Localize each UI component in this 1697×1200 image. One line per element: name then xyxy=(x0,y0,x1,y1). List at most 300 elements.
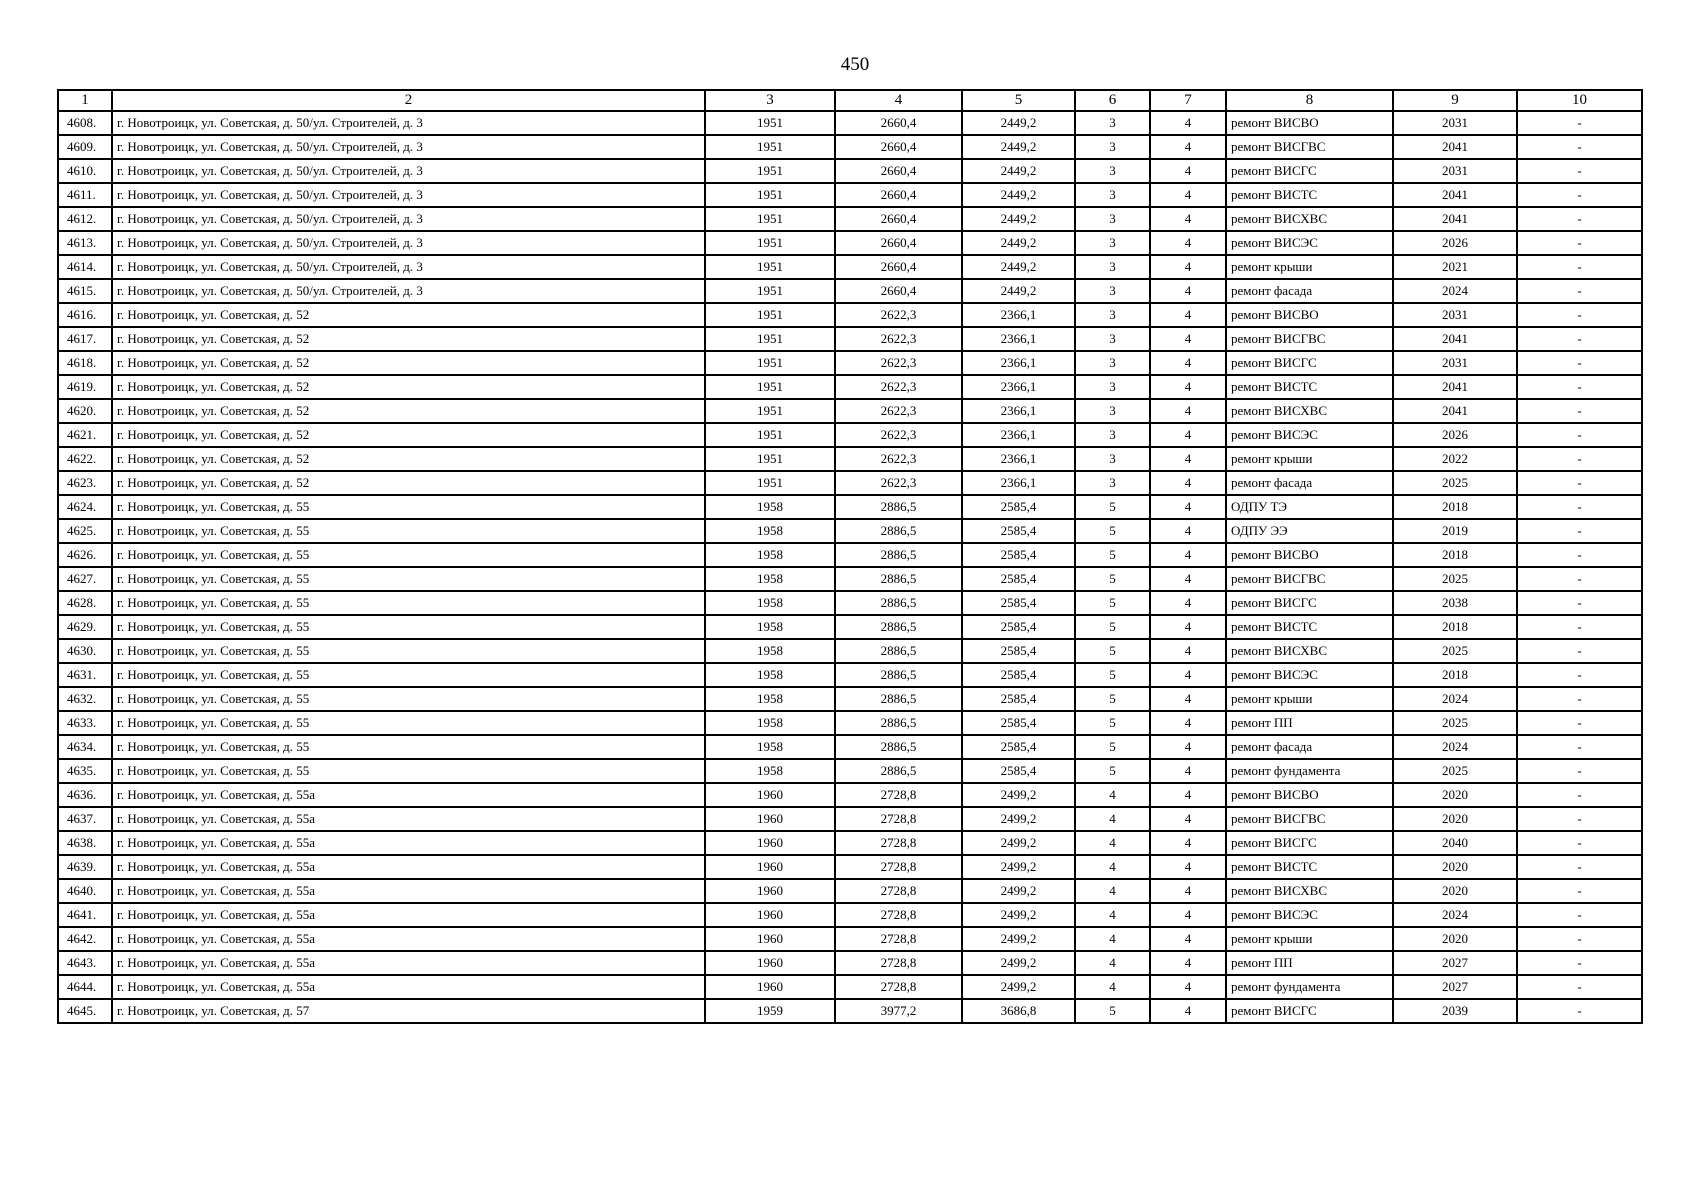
cell-wall-material: 4 xyxy=(1150,447,1226,471)
cell-work-type: ремонт ВИСХВС xyxy=(1226,639,1393,663)
cell-work-type: ремонт ВИСГВС xyxy=(1226,327,1393,351)
cell-living-area: 2449,2 xyxy=(962,111,1075,135)
cell-row-number: 4610. xyxy=(58,159,112,183)
cell-planned-year: 2041 xyxy=(1393,135,1517,159)
cell-planned-year: 2018 xyxy=(1393,663,1517,687)
cell-build-year: 1951 xyxy=(705,351,835,375)
cell-work-type: ремонт ВИСГВС xyxy=(1226,567,1393,591)
table-row xyxy=(58,447,1642,471)
cell-note: - xyxy=(1517,879,1642,903)
cell-address: г. Новотроицк, ул. Советская, д. 55 xyxy=(112,591,705,615)
cell-address: г. Новотроицк, ул. Советская, д. 52 xyxy=(112,303,705,327)
cell-build-year: 1958 xyxy=(705,543,835,567)
cell-work-type: ремонт ПП xyxy=(1226,951,1393,975)
cell-build-year: 1958 xyxy=(705,759,835,783)
cell-row-number: 4645. xyxy=(58,999,112,1023)
cell-build-year: 1958 xyxy=(705,711,835,735)
table-row xyxy=(58,807,1642,831)
cell-planned-year: 2021 xyxy=(1393,255,1517,279)
table-header-row xyxy=(58,90,1642,111)
cell-address: г. Новотроицк, ул. Советская, д. 50/ул. Строителей, д. 3 xyxy=(112,111,705,135)
cell-planned-year: 2025 xyxy=(1393,471,1517,495)
cell-wall-material: 4 xyxy=(1150,399,1226,423)
cell-row-number: 4630. xyxy=(58,639,112,663)
cell-wall-material: 4 xyxy=(1150,495,1226,519)
cell-note: - xyxy=(1517,519,1642,543)
cell-row-number: 4634. xyxy=(58,735,112,759)
cell-work-type: ремонт фасада xyxy=(1226,735,1393,759)
cell-build-year: 1960 xyxy=(705,807,835,831)
cell-address: г. Новотроицк, ул. Советская, д. 50/ул. Строителей, д. 3 xyxy=(112,159,705,183)
cell-note: - xyxy=(1517,639,1642,663)
cell-address: г. Новотроицк, ул. Советская, д. 52 xyxy=(112,423,705,447)
cell-total-area: 2660,4 xyxy=(835,135,962,159)
cell-build-year: 1951 xyxy=(705,423,835,447)
cell-address: г. Новотроицк, ул. Советская, д. 55 xyxy=(112,759,705,783)
cell-planned-year: 2041 xyxy=(1393,399,1517,423)
cell-row-number: 4625. xyxy=(58,519,112,543)
cell-row-number: 4608. xyxy=(58,111,112,135)
cell-work-type: ремонт ВИСТС xyxy=(1226,855,1393,879)
cell-planned-year: 2031 xyxy=(1393,303,1517,327)
cell-floors: 3 xyxy=(1075,207,1150,231)
cell-living-area: 2449,2 xyxy=(962,135,1075,159)
cell-living-area: 2366,1 xyxy=(962,423,1075,447)
table-row xyxy=(58,879,1642,903)
cell-note: - xyxy=(1517,255,1642,279)
cell-planned-year: 2025 xyxy=(1393,567,1517,591)
cell-planned-year: 2039 xyxy=(1393,999,1517,1023)
cell-living-area: 2366,1 xyxy=(962,471,1075,495)
cell-build-year: 1958 xyxy=(705,639,835,663)
cell-floors: 3 xyxy=(1075,351,1150,375)
cell-total-area: 2728,8 xyxy=(835,831,962,855)
cell-planned-year: 2041 xyxy=(1393,327,1517,351)
cell-row-number: 4635. xyxy=(58,759,112,783)
table-row xyxy=(58,255,1642,279)
cell-living-area: 2449,2 xyxy=(962,255,1075,279)
cell-living-area: 2585,4 xyxy=(962,615,1075,639)
table-row xyxy=(58,207,1642,231)
cell-floors: 4 xyxy=(1075,927,1150,951)
header-cell-1: 1 xyxy=(58,90,112,111)
cell-row-number: 4637. xyxy=(58,807,112,831)
cell-build-year: 1958 xyxy=(705,567,835,591)
cell-wall-material: 4 xyxy=(1150,927,1226,951)
cell-wall-material: 4 xyxy=(1150,303,1226,327)
cell-build-year: 1960 xyxy=(705,951,835,975)
cell-planned-year: 2024 xyxy=(1393,279,1517,303)
cell-living-area: 2449,2 xyxy=(962,231,1075,255)
table-row xyxy=(58,831,1642,855)
cell-floors: 3 xyxy=(1075,327,1150,351)
cell-floors: 3 xyxy=(1075,111,1150,135)
cell-living-area: 2449,2 xyxy=(962,207,1075,231)
cell-wall-material: 4 xyxy=(1150,543,1226,567)
cell-planned-year: 2027 xyxy=(1393,975,1517,999)
cell-wall-material: 4 xyxy=(1150,783,1226,807)
cell-build-year: 1951 xyxy=(705,135,835,159)
cell-work-type: ремонт ВИСХВС xyxy=(1226,879,1393,903)
cell-build-year: 1951 xyxy=(705,303,835,327)
header-cell-4: 4 xyxy=(835,90,962,111)
cell-floors: 3 xyxy=(1075,159,1150,183)
cell-floors: 4 xyxy=(1075,879,1150,903)
table-row xyxy=(58,951,1642,975)
header-cell-8: 8 xyxy=(1226,90,1393,111)
cell-build-year: 1951 xyxy=(705,471,835,495)
cell-build-year: 1951 xyxy=(705,327,835,351)
cell-wall-material: 4 xyxy=(1150,279,1226,303)
cell-row-number: 4609. xyxy=(58,135,112,159)
table-row xyxy=(58,903,1642,927)
cell-work-type: ремонт крыши xyxy=(1226,447,1393,471)
table-row xyxy=(58,423,1642,447)
cell-total-area: 2622,3 xyxy=(835,351,962,375)
cell-total-area: 3977,2 xyxy=(835,999,962,1023)
cell-living-area: 2366,1 xyxy=(962,327,1075,351)
cell-note: - xyxy=(1517,783,1642,807)
cell-total-area: 2622,3 xyxy=(835,471,962,495)
cell-planned-year: 2022 xyxy=(1393,447,1517,471)
cell-living-area: 2366,1 xyxy=(962,447,1075,471)
cell-planned-year: 2024 xyxy=(1393,903,1517,927)
cell-living-area: 2585,4 xyxy=(962,639,1075,663)
cell-total-area: 2728,8 xyxy=(835,951,962,975)
cell-row-number: 4638. xyxy=(58,831,112,855)
cell-row-number: 4633. xyxy=(58,711,112,735)
cell-note: - xyxy=(1517,615,1642,639)
cell-planned-year: 2025 xyxy=(1393,639,1517,663)
cell-living-area: 2585,4 xyxy=(962,567,1075,591)
cell-note: - xyxy=(1517,351,1642,375)
cell-total-area: 2728,8 xyxy=(835,903,962,927)
cell-row-number: 4628. xyxy=(58,591,112,615)
cell-floors: 5 xyxy=(1075,591,1150,615)
cell-planned-year: 2020 xyxy=(1393,807,1517,831)
cell-work-type: ОДПУ ЭЭ xyxy=(1226,519,1393,543)
cell-build-year: 1958 xyxy=(705,663,835,687)
cell-wall-material: 4 xyxy=(1150,663,1226,687)
cell-address: г. Новотроицк, ул. Советская, д. 55 xyxy=(112,543,705,567)
cell-note: - xyxy=(1517,303,1642,327)
cell-wall-material: 4 xyxy=(1150,759,1226,783)
cell-living-area: 2499,2 xyxy=(962,879,1075,903)
cell-build-year: 1958 xyxy=(705,495,835,519)
cell-note: - xyxy=(1517,495,1642,519)
cell-build-year: 1958 xyxy=(705,519,835,543)
page-number: 450 xyxy=(840,54,870,75)
table-row xyxy=(58,327,1642,351)
cell-total-area: 2660,4 xyxy=(835,111,962,135)
cell-floors: 4 xyxy=(1075,783,1150,807)
cell-wall-material: 4 xyxy=(1150,327,1226,351)
cell-row-number: 4614. xyxy=(58,255,112,279)
cell-planned-year: 2041 xyxy=(1393,183,1517,207)
cell-work-type: ремонт фундамента xyxy=(1226,975,1393,999)
table-row xyxy=(58,711,1642,735)
cell-living-area: 2449,2 xyxy=(962,159,1075,183)
cell-note: - xyxy=(1517,855,1642,879)
cell-address: г. Новотроицк, ул. Советская, д. 55 xyxy=(112,735,705,759)
cell-row-number: 4632. xyxy=(58,687,112,711)
cell-floors: 4 xyxy=(1075,903,1150,927)
cell-planned-year: 2020 xyxy=(1393,783,1517,807)
cell-planned-year: 2024 xyxy=(1393,687,1517,711)
cell-work-type: ремонт ВИСВО xyxy=(1226,111,1393,135)
cell-total-area: 2660,4 xyxy=(835,231,962,255)
cell-wall-material: 4 xyxy=(1150,639,1226,663)
cell-work-type: ремонт ВИСГС xyxy=(1226,159,1393,183)
table-row xyxy=(58,591,1642,615)
cell-floors: 5 xyxy=(1075,495,1150,519)
cell-address: г. Новотроицк, ул. Советская, д. 55а xyxy=(112,783,705,807)
cell-wall-material: 4 xyxy=(1150,903,1226,927)
cell-living-area: 2585,4 xyxy=(962,519,1075,543)
cell-living-area: 2585,4 xyxy=(962,543,1075,567)
cell-address: г. Новотроицк, ул. Советская, д. 55а xyxy=(112,831,705,855)
cell-total-area: 2728,8 xyxy=(835,879,962,903)
cell-total-area: 2886,5 xyxy=(835,495,962,519)
cell-total-area: 2728,8 xyxy=(835,855,962,879)
cell-total-area: 2886,5 xyxy=(835,639,962,663)
cell-row-number: 4640. xyxy=(58,879,112,903)
cell-planned-year: 2018 xyxy=(1393,543,1517,567)
cell-wall-material: 4 xyxy=(1150,159,1226,183)
cell-address: г. Новотроицк, ул. Советская, д. 52 xyxy=(112,399,705,423)
cell-note: - xyxy=(1517,111,1642,135)
cell-row-number: 4629. xyxy=(58,615,112,639)
cell-build-year: 1951 xyxy=(705,447,835,471)
table-row xyxy=(58,783,1642,807)
cell-note: - xyxy=(1517,423,1642,447)
cell-planned-year: 2040 xyxy=(1393,831,1517,855)
cell-row-number: 4616. xyxy=(58,303,112,327)
cell-living-area: 2585,4 xyxy=(962,663,1075,687)
cell-planned-year: 2020 xyxy=(1393,855,1517,879)
cell-work-type: ремонт ВИСЭС xyxy=(1226,231,1393,255)
cell-row-number: 4626. xyxy=(58,543,112,567)
cell-address: г. Новотроицк, ул. Советская, д. 55 xyxy=(112,615,705,639)
cell-work-type: ремонт ВИСГВС xyxy=(1226,807,1393,831)
cell-address: г. Новотроицк, ул. Советская, д. 50/ул. Строителей, д. 3 xyxy=(112,279,705,303)
cell-work-type: ремонт ВИСВО xyxy=(1226,543,1393,567)
cell-row-number: 4639. xyxy=(58,855,112,879)
cell-note: - xyxy=(1517,951,1642,975)
cell-wall-material: 4 xyxy=(1150,831,1226,855)
cell-floors: 3 xyxy=(1075,255,1150,279)
cell-note: - xyxy=(1517,399,1642,423)
cell-living-area: 2585,4 xyxy=(962,735,1075,759)
cell-build-year: 1951 xyxy=(705,279,835,303)
cell-living-area: 2585,4 xyxy=(962,711,1075,735)
cell-floors: 4 xyxy=(1075,975,1150,999)
cell-wall-material: 4 xyxy=(1150,351,1226,375)
cell-work-type: ремонт ВИСТС xyxy=(1226,183,1393,207)
cell-row-number: 4615. xyxy=(58,279,112,303)
cell-living-area: 2585,4 xyxy=(962,759,1075,783)
cell-planned-year: 2018 xyxy=(1393,495,1517,519)
cell-note: - xyxy=(1517,999,1642,1023)
table-row xyxy=(58,567,1642,591)
header-cell-7: 7 xyxy=(1150,90,1226,111)
cell-note: - xyxy=(1517,447,1642,471)
cell-note: - xyxy=(1517,159,1642,183)
cell-floors: 4 xyxy=(1075,831,1150,855)
cell-floors: 3 xyxy=(1075,447,1150,471)
table-row xyxy=(58,159,1642,183)
cell-address: г. Новотроицк, ул. Советская, д. 50/ул. Строителей, д. 3 xyxy=(112,135,705,159)
cell-total-area: 2728,8 xyxy=(835,783,962,807)
cell-work-type: ремонт ВИСГВС xyxy=(1226,135,1393,159)
cell-work-type: ремонт ВИСТС xyxy=(1226,375,1393,399)
cell-address: г. Новотроицк, ул. Советская, д. 55 xyxy=(112,663,705,687)
cell-address: г. Новотроицк, ул. Советская, д. 50/ул. Строителей, д. 3 xyxy=(112,183,705,207)
cell-living-area: 2449,2 xyxy=(962,279,1075,303)
cell-living-area: 2585,4 xyxy=(962,495,1075,519)
cell-row-number: 4618. xyxy=(58,351,112,375)
cell-work-type: ремонт фундамента xyxy=(1226,759,1393,783)
table-row xyxy=(58,855,1642,879)
cell-row-number: 4636. xyxy=(58,783,112,807)
cell-total-area: 2660,4 xyxy=(835,255,962,279)
cell-planned-year: 2026 xyxy=(1393,423,1517,447)
cell-planned-year: 2025 xyxy=(1393,759,1517,783)
cell-note: - xyxy=(1517,663,1642,687)
cell-note: - xyxy=(1517,687,1642,711)
cell-row-number: 4623. xyxy=(58,471,112,495)
table-row xyxy=(58,375,1642,399)
cell-floors: 3 xyxy=(1075,423,1150,447)
cell-floors: 3 xyxy=(1075,375,1150,399)
cell-note: - xyxy=(1517,207,1642,231)
header-cell-6: 6 xyxy=(1075,90,1150,111)
cell-wall-material: 4 xyxy=(1150,567,1226,591)
cell-note: - xyxy=(1517,279,1642,303)
cell-floors: 4 xyxy=(1075,807,1150,831)
table-row xyxy=(58,183,1642,207)
cell-row-number: 4631. xyxy=(58,663,112,687)
cell-wall-material: 4 xyxy=(1150,135,1226,159)
cell-address: г. Новотроицк, ул. Советская, д. 55 xyxy=(112,519,705,543)
cell-address: г. Новотроицк, ул. Советская, д. 55 xyxy=(112,711,705,735)
cell-work-type: ремонт крыши xyxy=(1226,255,1393,279)
cell-work-type: ремонт фасада xyxy=(1226,279,1393,303)
cell-row-number: 4644. xyxy=(58,975,112,999)
cell-total-area: 2886,5 xyxy=(835,615,962,639)
table-row xyxy=(58,663,1642,687)
cell-address: г. Новотроицк, ул. Советская, д. 55а xyxy=(112,951,705,975)
cell-planned-year: 2041 xyxy=(1393,375,1517,399)
cell-total-area: 2622,3 xyxy=(835,303,962,327)
cell-total-area: 2728,8 xyxy=(835,807,962,831)
cell-wall-material: 4 xyxy=(1150,711,1226,735)
cell-note: - xyxy=(1517,831,1642,855)
cell-note: - xyxy=(1517,543,1642,567)
cell-build-year: 1960 xyxy=(705,975,835,999)
cell-floors: 5 xyxy=(1075,735,1150,759)
cell-planned-year: 2027 xyxy=(1393,951,1517,975)
cell-work-type: ремонт ВИСГС xyxy=(1226,999,1393,1023)
cell-living-area: 2499,2 xyxy=(962,831,1075,855)
cell-living-area: 2366,1 xyxy=(962,399,1075,423)
cell-address: г. Новотроицк, ул. Советская, д. 55а xyxy=(112,975,705,999)
table-row xyxy=(58,111,1642,135)
cell-row-number: 4620. xyxy=(58,399,112,423)
table-row xyxy=(58,303,1642,327)
cell-floors: 5 xyxy=(1075,519,1150,543)
cell-total-area: 2622,3 xyxy=(835,423,962,447)
cell-floors: 5 xyxy=(1075,615,1150,639)
cell-wall-material: 4 xyxy=(1150,375,1226,399)
table-row xyxy=(58,927,1642,951)
cell-row-number: 4621. xyxy=(58,423,112,447)
cell-floors: 5 xyxy=(1075,687,1150,711)
cell-work-type: ремонт ВИСВО xyxy=(1226,783,1393,807)
cell-planned-year: 2025 xyxy=(1393,711,1517,735)
cell-build-year: 1951 xyxy=(705,183,835,207)
cell-build-year: 1951 xyxy=(705,399,835,423)
cell-note: - xyxy=(1517,927,1642,951)
cell-living-area: 2499,2 xyxy=(962,903,1075,927)
cell-floors: 3 xyxy=(1075,279,1150,303)
cell-planned-year: 2041 xyxy=(1393,207,1517,231)
cell-note: - xyxy=(1517,327,1642,351)
cell-total-area: 2622,3 xyxy=(835,399,962,423)
cell-note: - xyxy=(1517,735,1642,759)
cell-wall-material: 4 xyxy=(1150,111,1226,135)
cell-wall-material: 4 xyxy=(1150,423,1226,447)
cell-row-number: 4613. xyxy=(58,231,112,255)
cell-build-year: 1960 xyxy=(705,879,835,903)
cell-planned-year: 2038 xyxy=(1393,591,1517,615)
header-cell-9: 9 xyxy=(1393,90,1517,111)
cell-note: - xyxy=(1517,903,1642,927)
cell-build-year: 1951 xyxy=(705,159,835,183)
cell-total-area: 2886,5 xyxy=(835,519,962,543)
cell-build-year: 1958 xyxy=(705,591,835,615)
cell-work-type: ремонт ВИСХВС xyxy=(1226,207,1393,231)
cell-build-year: 1960 xyxy=(705,783,835,807)
cell-living-area: 2499,2 xyxy=(962,855,1075,879)
cell-build-year: 1951 xyxy=(705,255,835,279)
cell-floors: 3 xyxy=(1075,231,1150,255)
cell-floors: 5 xyxy=(1075,759,1150,783)
cell-address: г. Новотроицк, ул. Советская, д. 55 xyxy=(112,567,705,591)
cell-floors: 3 xyxy=(1075,303,1150,327)
cell-address: г. Новотроицк, ул. Советская, д. 50/ул. Строителей, д. 3 xyxy=(112,231,705,255)
cell-total-area: 2660,4 xyxy=(835,207,962,231)
cell-total-area: 2660,4 xyxy=(835,279,962,303)
cell-note: - xyxy=(1517,231,1642,255)
cell-work-type: ОДПУ ТЭ xyxy=(1226,495,1393,519)
cell-planned-year: 2031 xyxy=(1393,111,1517,135)
cell-living-area: 2585,4 xyxy=(962,591,1075,615)
cell-work-type: ремонт ВИСГС xyxy=(1226,351,1393,375)
cell-wall-material: 4 xyxy=(1150,735,1226,759)
cell-row-number: 4617. xyxy=(58,327,112,351)
header-cell-2: 2 xyxy=(112,90,705,111)
cell-build-year: 1960 xyxy=(705,855,835,879)
cell-floors: 3 xyxy=(1075,183,1150,207)
cell-wall-material: 4 xyxy=(1150,207,1226,231)
table-row xyxy=(58,135,1642,159)
cell-build-year: 1958 xyxy=(705,615,835,639)
cell-total-area: 2660,4 xyxy=(835,159,962,183)
cell-wall-material: 4 xyxy=(1150,255,1226,279)
cell-wall-material: 4 xyxy=(1150,879,1226,903)
cell-planned-year: 2031 xyxy=(1393,159,1517,183)
